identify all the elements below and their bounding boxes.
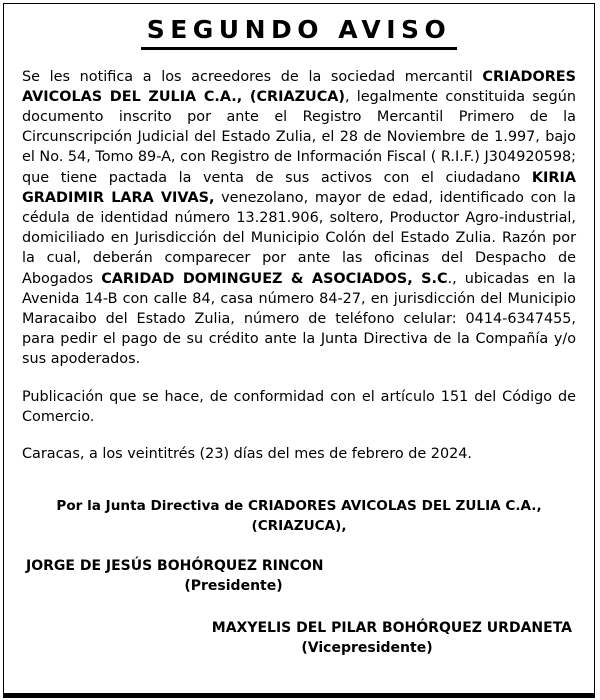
page-title: SEGUNDO AVISO	[141, 16, 458, 50]
text-run: Publicación que se hace, de conformidad con el artículo 151 del Código de Comercio.	[22, 388, 576, 425]
body-copy	[22, 67, 576, 465]
notice-frame	[3, 3, 595, 693]
text-run: CARIDAD DOMINGUEZ & ASOCIADOS, S.C	[101, 270, 448, 287]
officer-vicepresident	[22, 618, 576, 658]
text-run: CRIADORES AVICOLAS DEL ZULIA C.A., (CRIAZUCA)	[22, 68, 576, 105]
paragraph-notification	[22, 67, 576, 370]
text-run: KIRIA GRADIMIR LARA VIVAS,	[22, 169, 576, 206]
paragraph-dateline	[22, 444, 576, 464]
officer-vicepresident-role: (Vicepresidente)	[301, 640, 433, 657]
text-run: Se les notifica a los acreedores de la sociedad mercantil	[22, 68, 483, 85]
title-container	[22, 4, 576, 50]
board-heading: Por la Junta Directiva de CRIADORES AVICOLAS DEL ZULIA C.A., (CRIAZUCA),	[56, 498, 542, 535]
text-run: Caracas, a los veintitrés (23) días del mes de febrero de 2024.	[22, 445, 472, 462]
text-run: , legalmente constituida según documento inscrito por ante el Registro Mercantil Primero de la Circunscripción Judicial del Estado Zulia, el 28 de Noviembre de 1.997, bajo el No. 54, Tomo 89-A, con Registro de Información Fiscal ( R.I.F.) J304920598; que tiene pactada la venta de sus activos con el ciudadano	[22, 88, 576, 186]
text-run: venezolano, mayor de edad, identificado con la cédula de identidad número 13.281.906, soltero, Productor Agro-industrial, domiciliado en Jurisdicción del Municipio Colón del Estado Zulia. Razón por la cual, deberán comparecer por ante las oficinas del Despacho de Abogados	[22, 189, 576, 287]
officer-president-name: JORGE DE JESÚS BOHÓRQUEZ RINCON	[26, 558, 324, 575]
officer-president-role: (Presidente)	[184, 578, 283, 595]
officer-vicepresident-name: MAXYELIS DEL PILAR BOHÓRQUEZ URDANETA	[211, 620, 572, 637]
notice-content	[4, 4, 594, 693]
text-run: ., ubicadas en la Avenida 14-B con calle 84, casa número 84-27, en jurisdicción del Municipio Maracaibo del Estado Zulia, número de teléfono celular: 0414-6347455, para pedir el pago de su crédito ante la Junta Directiva de la Compañía y/o sus apoderados.	[22, 270, 576, 368]
officer-president	[22, 556, 576, 596]
bottom-border-bar	[3, 693, 595, 698]
paragraph-legal-basis	[22, 387, 576, 427]
